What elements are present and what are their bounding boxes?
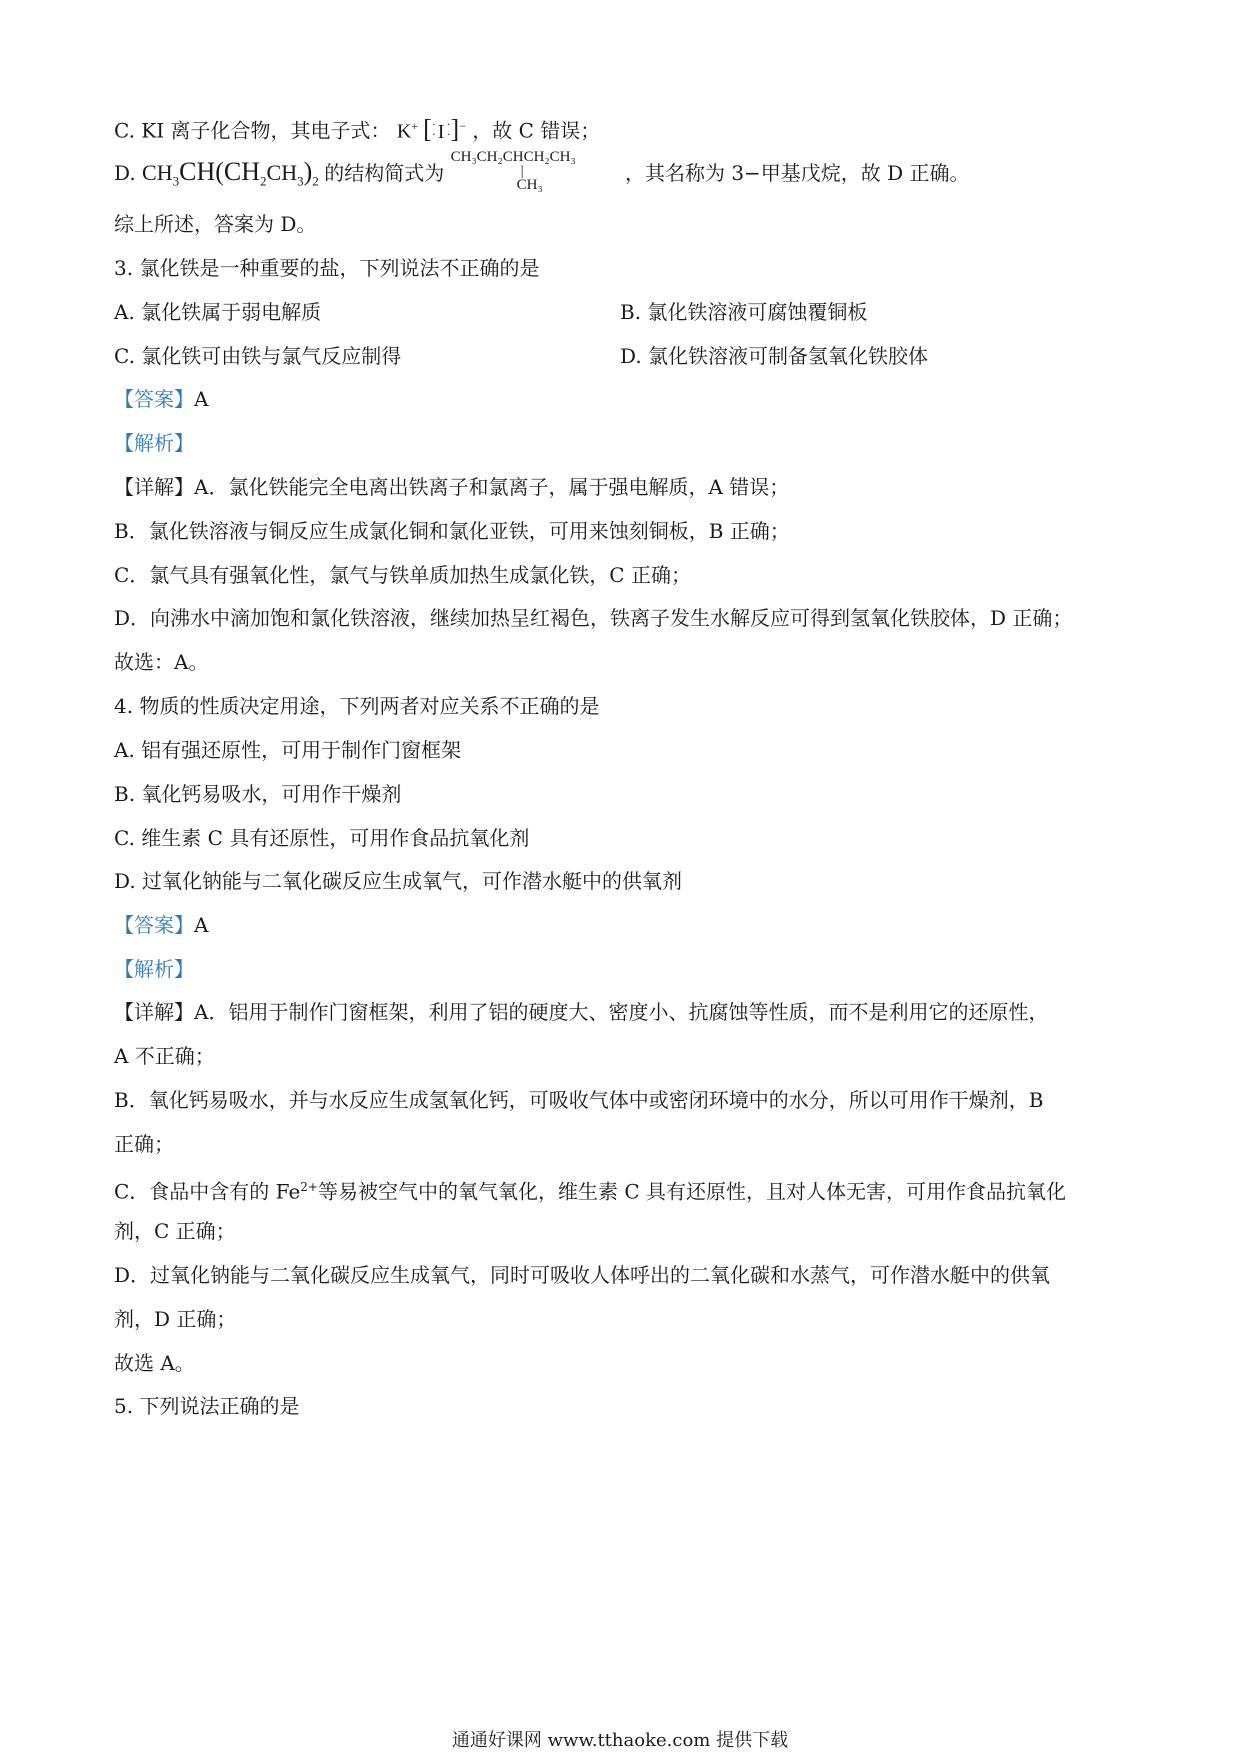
question-5-stem: 5. 下列说法正确的是 bbox=[114, 1394, 300, 1418]
ki-electron-formula: K+ [ · · I · · ]− bbox=[396, 114, 466, 144]
question-4-detail-a-line1: 【详解】A．铝用于制作门窗框架，利用了铝的硬度大、密度小、抗腐蚀等性质，而不是利用它的还原性， bbox=[114, 1000, 1049, 1024]
ki-text-suffix: ，故 C 错误； bbox=[472, 118, 601, 143]
question-4-option-b: B. 氧化钙易吸水，可用作干燥剂 bbox=[114, 782, 402, 806]
question-3-detail-c: C．氯气具有强氧化性，氯气与铁单质加热生成氯化铁，C 正确； bbox=[114, 563, 691, 587]
option-d-label: D. bbox=[114, 161, 136, 185]
question-4-detail-d-line2: 剂，D 正确； bbox=[114, 1307, 237, 1331]
ki-i-charge: − bbox=[459, 119, 466, 133]
question-4-answer bbox=[114, 911, 208, 939]
answer-tag: 【答案】 bbox=[114, 387, 194, 411]
question-4-option-a: A. 铝有强还原性，可用于制作门窗框架 bbox=[114, 738, 462, 762]
question-3-option-b: B. 氯化铁溶液可腐蚀覆铜板 bbox=[620, 300, 868, 324]
question-3-option-c: C. 氯化铁可由铁与氯气反应制得 bbox=[114, 344, 402, 368]
question-3-option-a: A. 氯化铁属于弱电解质 bbox=[114, 300, 322, 324]
iron-ion-charge: 2+ bbox=[300, 1180, 318, 1194]
ki-k-symbol: K bbox=[396, 120, 412, 143]
question-3-stem: 3. 氯化铁是一种重要的盐，下列说法不正确的是 bbox=[114, 256, 540, 280]
answer-value: A bbox=[194, 387, 209, 411]
question-3-detail-b: B．氯化铁溶液与铜反应生成氯化铜和氯化亚铁，可用来蚀刻铜板，B 正确； bbox=[114, 519, 790, 543]
question-4-detail-b-line2: 正确； bbox=[114, 1132, 174, 1156]
structural-formula-branch: CH₃ bbox=[516, 177, 543, 193]
question-4-detail-c-line1: C．食品中含有的 $Fe^{2+}$等易被空气中的氧气氧化，维生素 C 具有还原性，且对人体无害，可用作食品抗氧化 bbox=[114, 1179, 1067, 1204]
answer-tag: 【答案】 bbox=[114, 913, 194, 937]
structural-formula-bond: | bbox=[520, 163, 524, 179]
structure-text-mid: 的结构简式为 bbox=[324, 161, 445, 185]
question-4-stem: 4. 物质的性质决定用途，下列两者对应关系不正确的是 bbox=[114, 694, 600, 718]
structural-formula-main-chain: CH₃CH₂CHCH₂CH₃ bbox=[450, 149, 576, 165]
ki-i-symbol: I bbox=[437, 120, 445, 143]
question-4-analysis-tag: 【解析】 bbox=[114, 957, 194, 981]
answer-value: A bbox=[194, 913, 209, 937]
question-3-analysis-tag: 【解析】 bbox=[114, 431, 194, 455]
summary-line: 综上所述，答案为 D。 bbox=[114, 212, 317, 236]
question-4-detail-b-line1: B．氧化钙易吸水，并与水反应生成氢氧化钙，可吸收气体中或密闭环境中的水分，所以可用作干燥剂，B bbox=[114, 1088, 1044, 1112]
structural-formula bbox=[451, 148, 619, 196]
question-4-option-d: D. 过氧化钠能与二氧化碳反应生成氧气，可作潜水艇中的供氧剂 bbox=[114, 869, 683, 893]
page-footer: 通通好课网 www.tthaoke.com 提供下载 bbox=[451, 1730, 789, 1751]
ki-k-charge: + bbox=[411, 119, 419, 133]
option-d-structure-line bbox=[114, 149, 970, 198]
question-4-detail-c-line2: 剂，C 正确； bbox=[114, 1219, 236, 1243]
structure-text-suffix: ，其名称为 3−甲基戊烷，故 D 正确。 bbox=[624, 161, 970, 185]
condensed-formula: $CH_3CH(CH_2CH_3)_2$ bbox=[142, 157, 319, 189]
question-3-option-d: D. 氯化铁溶液可制备氢氧化铁胶体 bbox=[620, 344, 929, 368]
question-3-conclusion: 故选：A。 bbox=[114, 650, 209, 674]
question-4-conclusion: 故选 A。 bbox=[114, 1351, 195, 1375]
question-4-option-c: C. 维生素 C 具有还原性，可用作食品抗氧化剂 bbox=[114, 826, 530, 850]
option-c-ki-line bbox=[114, 112, 600, 146]
question-3-detail-a: 【详解】A．氯化铁能完全电离出铁离子和氯离子，属于强电解质，A 错误； bbox=[114, 475, 790, 499]
question-4-detail-d-line1: D．过氧化钠能与二氧化碳反应生成氧气，同时可吸收人体呼出的二氧化碳和水蒸气，可作潜水艇中的供氧 bbox=[114, 1263, 1051, 1287]
question-3-detail-d: D．向沸水中滴加饱和氯化铁溶液，继续加热呈红褐色，铁离子发生水解反应可得到氢氧化铁胶体，D 正确； bbox=[114, 606, 1073, 630]
question-3-answer bbox=[114, 385, 208, 413]
question-4-detail-a-line2: A 不正确； bbox=[114, 1044, 215, 1068]
ki-text-prefix: C. KI 离子化合物，其电子式： bbox=[114, 118, 391, 143]
